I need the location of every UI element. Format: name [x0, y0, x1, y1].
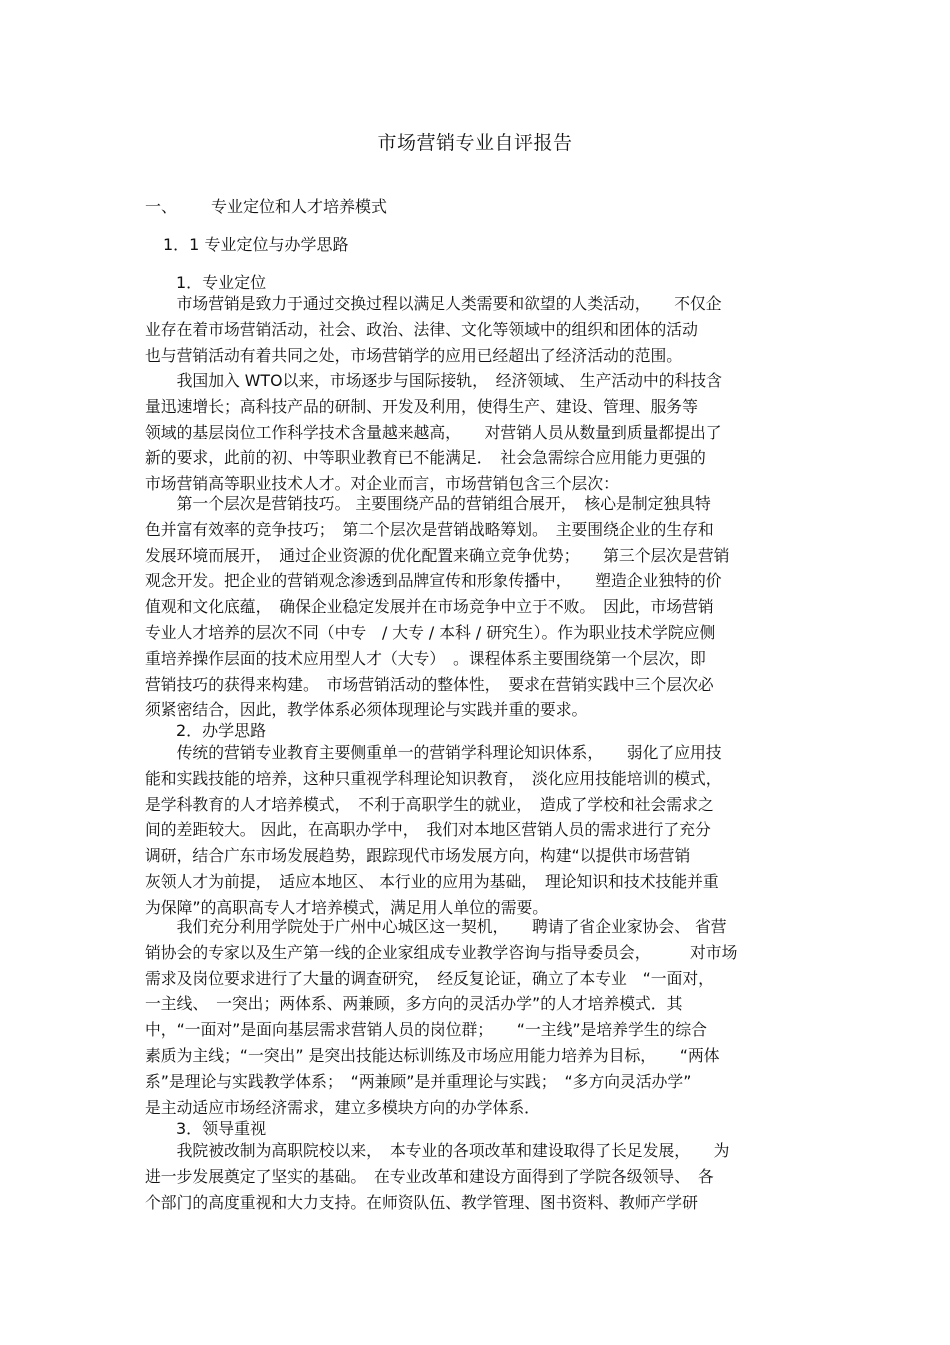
- text-line: 专业人才培养的层次不同（中专 / 大专 / 本科 / 研究生）。作为职业技术学院应侧: [145, 622, 716, 642]
- text-line: 量迅速增长；高科技产品的研制、开发及利用，使得生产、建设、管理、服务等: [145, 396, 698, 416]
- text-line: 素质为主线；“一突出” 是突出技能达标训练及市场应用能力培养为目标， “两体: [145, 1045, 720, 1065]
- text-line: 新的要求，此前的初、中等职业教育已不能满足． 社会急需综合应用能力更强的: [145, 448, 706, 468]
- text-line: 个部门的高度重视和大力支持。在师资队伍、教学管理、图书资料、教师产学研: [145, 1192, 698, 1212]
- text-line: 能和实践技能的培养，这种只重视学科理论知识教育， 淡化应用技能培训的模式，: [145, 768, 722, 788]
- text-line: 我院被改制为高职院校以来， 本专业的各项改革和建设取得了长足发展， 为: [145, 1141, 730, 1160]
- text-line: 色并富有效率的竞争技巧； 第二个层次是营销战略筹划。 主要围绕企业的生存和: [145, 519, 714, 539]
- paragraph-traditional-education: [145, 740, 810, 921]
- text-line: 灰领人才为前提， 适应本地区、 本行业的应用为基础， 理论知识和技术技能并重: [145, 871, 719, 891]
- section-number: 一、: [145, 197, 178, 216]
- text-line: 须紧密结合，因此，教学体系必须体现理论与实践并重的要求。: [145, 700, 588, 720]
- text-line: 传统的营销专业教育主要侧重单一的营销学科理论知识体系， 弱化了应用技: [145, 743, 722, 762]
- text-line: 我国加入 WTO以来，市场逐步与国际接轨， 经济领域、 生产活动中的科技含: [145, 371, 722, 390]
- text-line: 间的差距较大。 因此，在高职办学中， 我们对本地区营销人员的需求进行了充分: [145, 820, 711, 840]
- text-line: 需求及岗位要求进行了大量的调查研究， 经反复论证，确立了本专业 “一面对，: [145, 968, 714, 988]
- text-line: 为保障”的高职高专人才培养模式，满足用人单位的需要。: [145, 897, 549, 917]
- section-heading-1: [145, 194, 387, 217]
- text-line: 值观和文化底蕴， 确保企业稳定发展并在市场竞争中立于不败。 因此，市场营销: [145, 597, 714, 617]
- document-title: 市场营销专业自评报告: [377, 132, 573, 154]
- text-line: 观念开发。把企业的营销观念渗透到品牌宣传和形象传播中， 塑造企业独特的价: [145, 571, 722, 591]
- text-line: 调研，结合广东市场发展趋势，跟踪现代市场发展方向，构建“以提供市场营销: [145, 846, 691, 866]
- paragraph-three-levels: [145, 491, 810, 723]
- paragraph-positioning-intro: [145, 291, 810, 368]
- text-line: 市场营销高等职业技术人才。对企业而言，市场营销包含三个层次：: [145, 474, 619, 494]
- text-line: 业存在着市场营销活动，社会、政治、法律、文化等领域中的组织和团体的活动: [145, 319, 698, 339]
- text-line: 市场营销是致力于通过交换过程以满足人类需要和欲望的人类活动， 不仅企: [145, 294, 722, 313]
- text-line: 营销技巧的获得来构建。 市场营销活动的整体性， 要求在营销实践中三个层次必: [145, 674, 714, 694]
- text-line: 销协会的专家以及生产第一线的企业家组成专业教学咨询与指导委员会， 对市场: [145, 942, 738, 962]
- item-heading-leadership: 3．领导重视: [176, 1119, 267, 1138]
- text-line: 进一步发展奠定了坚实的基础。 在专业改革和建设方面得到了学院各级领导、 各: [145, 1166, 714, 1186]
- item-heading-school-running: 2．办学思路: [176, 721, 267, 740]
- subsection-heading-1-1: 1．1 专业定位与办学思路: [163, 235, 349, 254]
- text-line: 系”是理论与实践教学体系； “两兼顾”是并重理论与实践； “多方向灵活办学”: [145, 1071, 692, 1091]
- text-line: 中，“一面对”是面向基层需求营销人员的岗位群； “一主线”是培养学生的综合: [145, 1020, 707, 1040]
- text-line: 领域的基层岗位工作科学技术含量越来越高， 对营销人员从数量到质量都提出了: [145, 422, 722, 442]
- text-line: 一主线、 一突出；两体系、两兼顾，多方向的灵活办学”的人才培养模式．其: [145, 994, 683, 1014]
- item-heading-positioning: 1．专业定位: [176, 273, 267, 292]
- text-line: 是主动适应市场经济需求，建立多模块方向的办学体系．: [145, 1097, 540, 1117]
- text-line: 我们充分利用学院处于广州中心城区这一契机， 聘请了省企业家协会、 省营: [145, 917, 727, 936]
- paragraph-training-model: [145, 914, 810, 1120]
- paragraph-wto: [145, 368, 810, 497]
- text-line: 发展环境而展开， 通过企业资源的优化配置来确立竞争优势； 第三个层次是营销: [145, 545, 730, 565]
- section-label: 专业定位和人才培养模式: [211, 197, 388, 216]
- text-line: 第一个层次是营销技巧。 主要围绕产品的营销组合展开， 核心是制定独具特: [145, 494, 711, 513]
- paragraph-leadership: [145, 1138, 810, 1215]
- text-line: 是学科教育的人才培养模式， 不利于高职学生的就业， 造成了学校和社会需求之: [145, 794, 714, 814]
- text-line: 也与营销活动有着共同之处，市场营销学的应用已经超出了经济活动的范围。: [145, 345, 683, 365]
- text-line: 重培养操作层面的技术应用型人才（大专） 。课程体系主要围绕第一个层次，即: [145, 648, 706, 668]
